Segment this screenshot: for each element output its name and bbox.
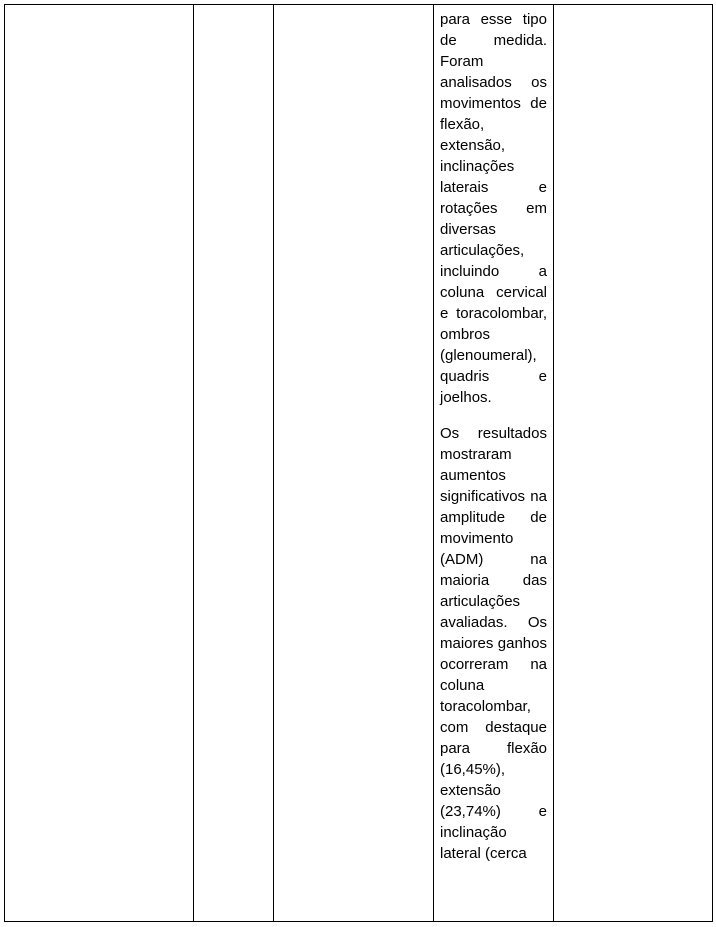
cell-text-block bbox=[434, 5, 553, 864]
document-table bbox=[4, 4, 713, 922]
table-row bbox=[5, 5, 713, 922]
table-cell-col1 bbox=[5, 5, 194, 922]
table-cell-col5 bbox=[554, 5, 713, 922]
table-cell-col2 bbox=[194, 5, 274, 922]
table-cell-col3 bbox=[274, 5, 434, 922]
table-cell-col4 bbox=[434, 5, 554, 922]
paragraph: para esse tipo de medida. Foram analisados os movimentos de flexão, extensão, inclinações laterais e rotações em diversas articulações, incluindo a coluna cervical e toracolombar, ombros (glenoumeral), quadris e joelhos. bbox=[440, 11, 547, 406]
paragraph: Os resultados mostraram aumentos significativos na amplitude de movimento (ADM) na maioria das articulações avaliadas. Os maiores ganhos ocorreram na coluna toracolombar, com destaque para flexão (16,45%), extensão (23,74%) e inclinação lateral (cerca bbox=[440, 425, 547, 862]
